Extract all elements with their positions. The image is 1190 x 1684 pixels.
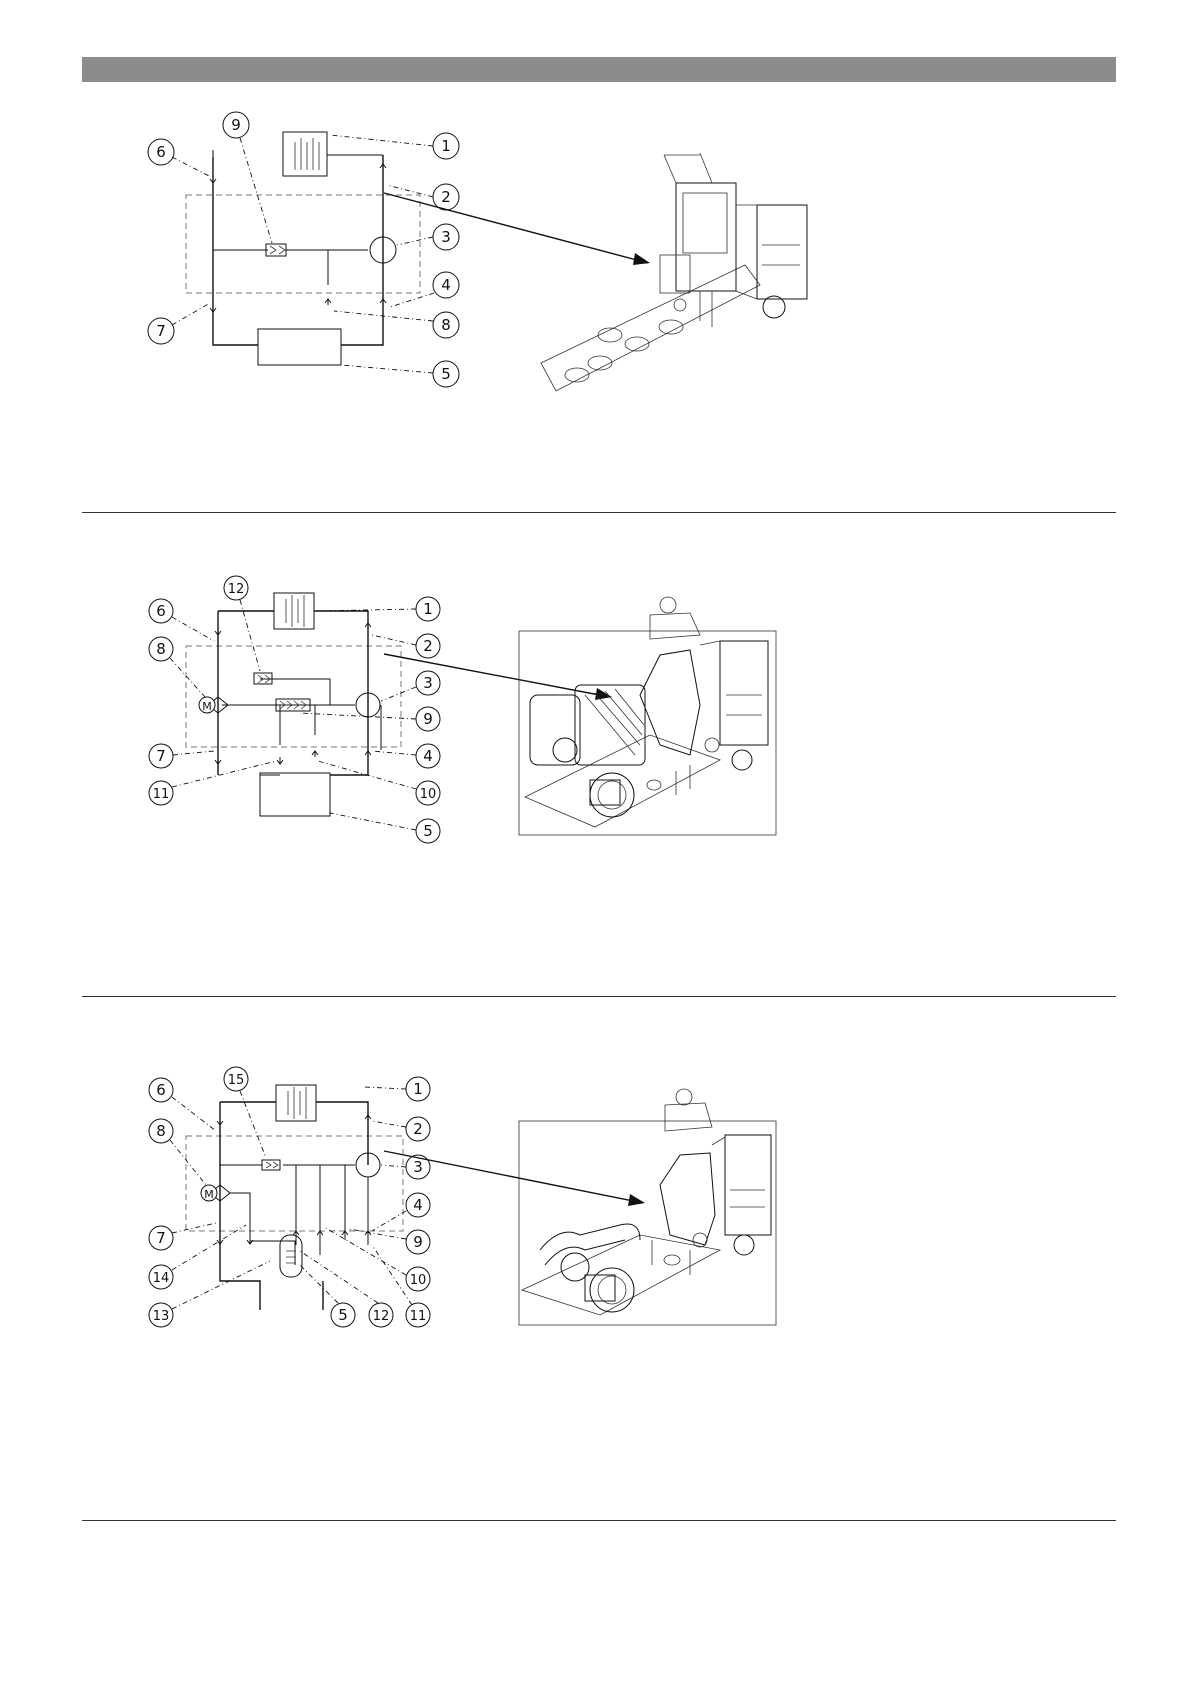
callout-5: [433, 361, 459, 387]
check-valve-icon: [262, 1160, 280, 1170]
callout-10: [416, 781, 440, 805]
svg-text:14: 14: [152, 1271, 170, 1286]
svg-text:1: 1: [423, 600, 433, 618]
svg-text:4: 4: [413, 1196, 423, 1214]
callout-12: [224, 576, 248, 600]
callout-5: [331, 1303, 355, 1327]
svg-text:M: M: [202, 700, 212, 713]
callout-8: [149, 1119, 173, 1143]
callout-3: [433, 224, 459, 250]
motor-icon: [199, 697, 215, 713]
pointer-arrow: [384, 654, 610, 697]
schematic-1: [0, 95, 1190, 415]
callout-9: [223, 112, 249, 138]
svg-text:12: 12: [227, 582, 245, 597]
callout-6: [149, 1078, 173, 1102]
schematic-2: [0, 575, 1190, 875]
divider-1: [82, 512, 1116, 513]
section-2-diagram: [0, 575, 1190, 875]
svg-text:12: 12: [372, 1309, 390, 1324]
callout-8: [433, 312, 459, 338]
callout-11: [406, 1303, 430, 1327]
callout-7: [148, 318, 174, 344]
callout-2: [433, 184, 459, 210]
header-bar: [82, 57, 1116, 82]
svg-text:10: 10: [409, 1273, 427, 1288]
svg-text:8: 8: [441, 316, 451, 334]
svg-text:3: 3: [413, 1158, 423, 1176]
callout-11: [149, 781, 173, 805]
callout-10: [406, 1267, 430, 1291]
callout-6: [149, 599, 173, 623]
callout-8: [149, 637, 173, 661]
callout-2: [406, 1117, 430, 1141]
section-1-diagram: [0, 95, 1190, 415]
svg-text:4: 4: [441, 276, 451, 294]
heat-source-box: [258, 329, 341, 365]
svg-text:15: 15: [227, 1073, 245, 1088]
callout-3: [416, 671, 440, 695]
svg-text:5: 5: [441, 365, 451, 383]
check-valve-icon: [266, 244, 286, 256]
callout-4: [433, 272, 459, 298]
svg-text:5: 5: [423, 822, 433, 840]
svg-text:2: 2: [413, 1120, 423, 1138]
callout-1: [416, 597, 440, 621]
svg-text:4: 4: [423, 747, 433, 765]
callout-12: [369, 1303, 393, 1327]
pointer-arrow: [384, 193, 648, 263]
heat-exchanger-icon: [274, 593, 314, 629]
svg-text:6: 6: [156, 1081, 166, 1099]
divider-2: [82, 996, 1116, 997]
callout-4: [406, 1193, 430, 1217]
radiator-icon: [283, 132, 327, 176]
svg-text:6: 6: [156, 602, 166, 620]
svg-text:11: 11: [152, 787, 170, 802]
svg-text:5: 5: [338, 1306, 348, 1324]
svg-text:9: 9: [231, 116, 241, 134]
svg-text:7: 7: [156, 322, 166, 340]
check-valve-icon: [254, 673, 272, 684]
callout-1: [433, 133, 459, 159]
callout-7: [149, 744, 173, 768]
callout-9: [416, 707, 440, 731]
module-boundary: [186, 195, 420, 293]
svg-text:6: 6: [156, 143, 166, 161]
boiler-module-illustration: [519, 597, 776, 835]
svg-text:7: 7: [156, 747, 166, 765]
svg-text:8: 8: [156, 640, 166, 658]
callout-1: [406, 1077, 430, 1101]
svg-text:2: 2: [423, 637, 433, 655]
callout-6: [148, 139, 174, 165]
svg-text:3: 3: [423, 674, 433, 692]
callout-15: [224, 1067, 248, 1091]
svg-text:13: 13: [152, 1309, 170, 1324]
heat-exchanger-icon: [276, 1085, 316, 1121]
svg-text:1: 1: [413, 1080, 423, 1098]
schematic-3: [0, 1065, 1190, 1355]
svg-text:9: 9: [413, 1233, 423, 1251]
svg-text:10: 10: [419, 787, 437, 802]
callout-5: [416, 819, 440, 843]
svg-text:2: 2: [441, 188, 451, 206]
callout-3: [406, 1155, 430, 1179]
callout-4: [416, 744, 440, 768]
callout-13: [149, 1303, 173, 1327]
svg-text:1: 1: [441, 137, 451, 155]
boiler-module-illustration: [519, 1089, 776, 1325]
divider-3: [82, 1520, 1116, 1521]
callout-14: [149, 1265, 173, 1289]
svg-text:8: 8: [156, 1122, 166, 1140]
callout-2: [416, 634, 440, 658]
callout-9: [406, 1230, 430, 1254]
svg-text:11: 11: [409, 1309, 427, 1324]
section-3-diagram: [0, 1065, 1190, 1355]
callout-7: [149, 1226, 173, 1250]
boiler-module-illustration: [541, 153, 807, 391]
svg-text:3: 3: [441, 228, 451, 246]
motor-icon: [201, 1185, 217, 1201]
module-boundary: [186, 1136, 403, 1231]
heat-source-box: [260, 773, 330, 816]
svg-text:M: M: [204, 1188, 214, 1201]
svg-text:7: 7: [156, 1229, 166, 1247]
svg-text:9: 9: [423, 710, 433, 728]
